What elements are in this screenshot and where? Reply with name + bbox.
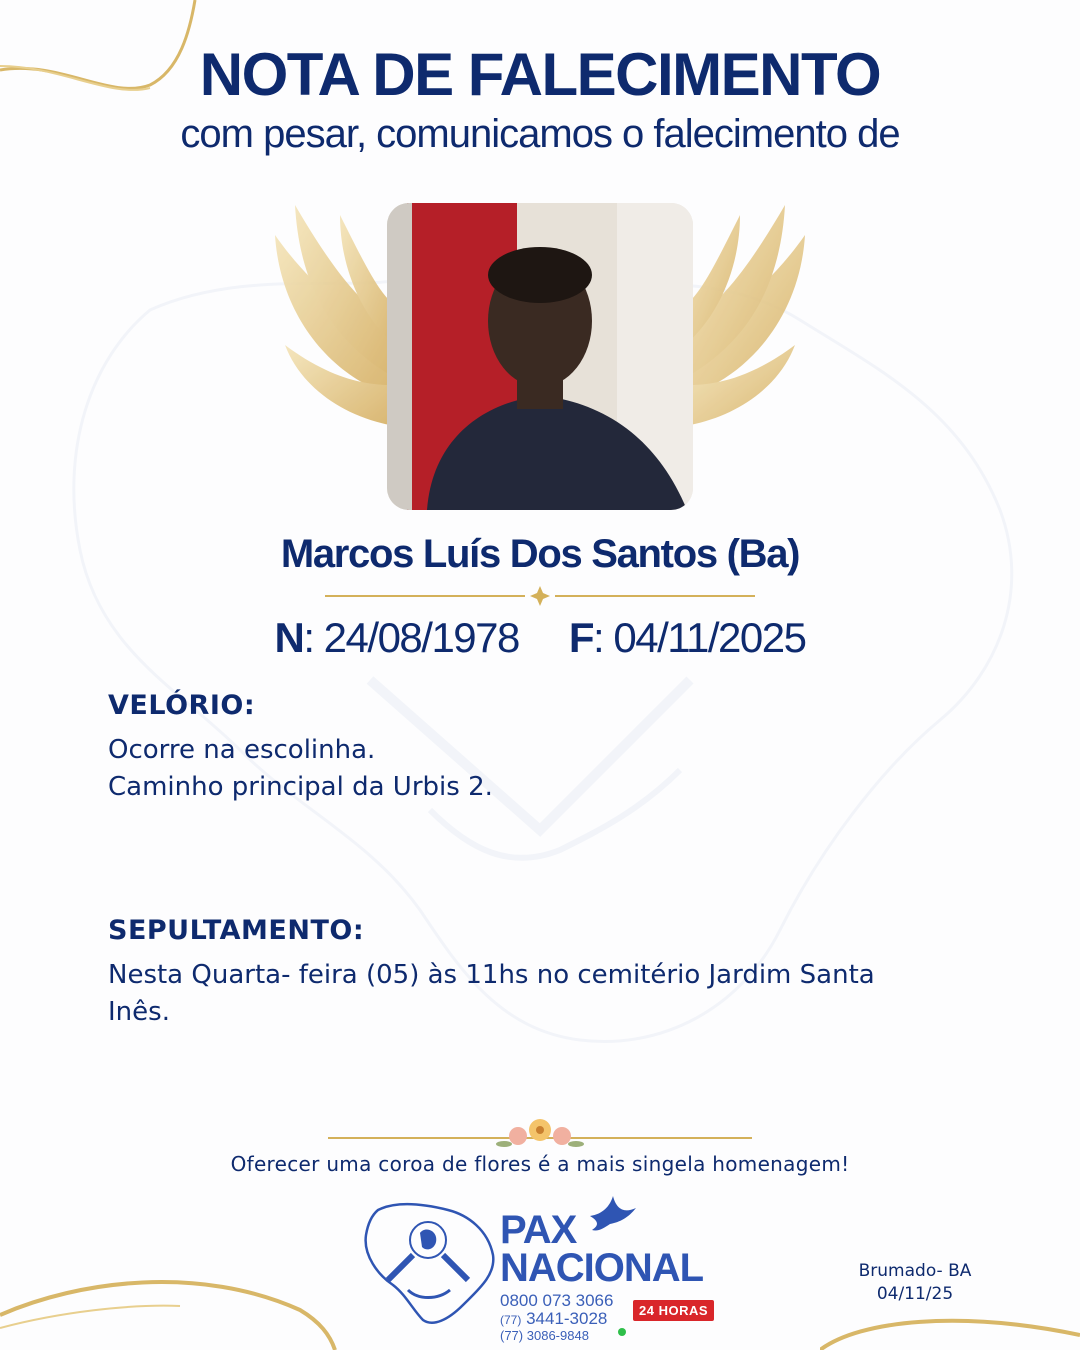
wake-title: VELÓRIO: xyxy=(108,690,256,721)
birth-date: : 24/08/1978 xyxy=(303,614,519,661)
gold-swoosh-bottom-left xyxy=(0,1270,340,1350)
deceased-name: Marcos Luís Dos Santos (Ba) xyxy=(280,532,800,576)
deceased-photo xyxy=(387,203,693,510)
phone-tollfree: 0800 073 3066 xyxy=(500,1291,614,1310)
24h-badge: 24 HORAS xyxy=(633,1300,714,1321)
city: Brumado- BA xyxy=(858,1261,972,1281)
whatsapp-icon xyxy=(618,1328,626,1336)
dates-row xyxy=(0,614,1080,662)
wake-details xyxy=(108,732,948,806)
sparkle-icon xyxy=(530,586,550,606)
phone-whatsapp-number: 3086-9848 xyxy=(526,1328,589,1343)
brand-name-line1: PAX xyxy=(500,1208,577,1252)
flowers-icon xyxy=(328,1106,752,1158)
wake-line-1: Ocorre na escolinha. xyxy=(108,735,376,765)
phone-landline-area: (77) xyxy=(500,1313,522,1327)
post-date: 04/11/25 xyxy=(876,1284,954,1304)
page-title: NOTA DE FALECIMENTO xyxy=(199,41,881,108)
gold-swoosh-bottom-right xyxy=(820,1300,1080,1350)
death-prefix: F xyxy=(568,614,594,661)
burial-details: Nesta Quarta- feira (05) às 11hs no cemitério Jardim Santa Inês. xyxy=(108,960,875,1027)
death-date: : 04/11/2025 xyxy=(593,614,806,661)
brand-name-line2: NACIONAL xyxy=(500,1246,704,1290)
phone-whatsapp-area: (77) xyxy=(500,1328,524,1343)
wake-line-2: Caminho principal da Urbis 2. xyxy=(108,772,493,802)
page-subtitle: com pesar, comunicamos o falecimento de xyxy=(180,112,900,156)
tribute-text: Oferecer uma coroa de flores é a mais singela homenagem! xyxy=(230,1152,850,1176)
phone-whatsapp xyxy=(500,1329,589,1342)
brand-block xyxy=(500,1196,725,1346)
location-date xyxy=(840,1260,990,1306)
brazil-map-logo-icon xyxy=(358,1195,498,1330)
phone-landline-number: 3441-3028 xyxy=(526,1309,608,1328)
dove-icon xyxy=(588,1196,638,1236)
gold-divider xyxy=(325,586,755,606)
burial-title: SEPULTAMENTO: xyxy=(108,915,365,946)
phone-landline xyxy=(500,1310,607,1327)
birth-prefix: N xyxy=(274,614,304,661)
